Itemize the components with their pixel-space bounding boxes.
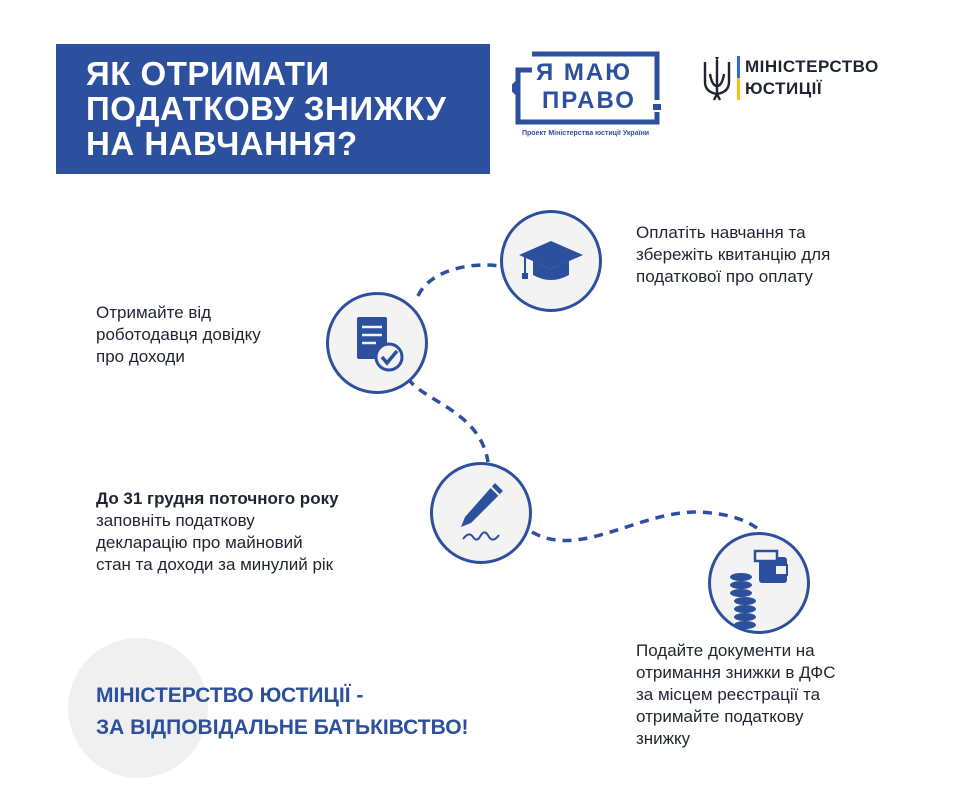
ministry-name-line-1: МІНІСТЕРСТВО	[745, 57, 879, 76]
logo-word-1: Я МАЮ	[536, 59, 632, 86]
page-title-line-3: НА НАВЧАННЯ?	[86, 125, 358, 162]
logo-word-2: ПРАВО	[542, 87, 636, 114]
slogan	[96, 680, 469, 744]
wallet-coins-icon	[711, 535, 807, 631]
slogan-line-1: МІНІСТЕРСТВО ЮСТИЦІЇ -	[96, 684, 364, 707]
slogan-line-2: ЗА ВІДПОВІДАЛЬНЕ БАТЬКІВСТВО!	[96, 716, 469, 739]
step-text-3: До 31 грудня поточного року заповніть податкову декларацію про майновий стан та доходи за минулий рік	[96, 489, 339, 574]
step-text-2: Отримайте від роботодавця довідку про доходи	[96, 303, 261, 366]
step-text-1: Оплатіть навчання та збережіть квитанцію для податкової про оплату	[636, 223, 831, 286]
document-check-icon	[329, 295, 425, 391]
step-circle-4	[708, 532, 810, 634]
step-text-4: Подайте документи на отримання знижки в ДФС за місцем реєстрації та отримайте податкову знижку	[636, 641, 836, 748]
logo-subtitle: Проект Міністерства юстиції України	[522, 130, 650, 137]
step-circle-3	[430, 462, 532, 564]
page-title-line-2: ПОДАТКОВУ ЗНИЖКУ	[86, 90, 447, 127]
step-circle-1	[500, 210, 602, 312]
step-circle-2	[326, 292, 428, 394]
graduation-cap-icon	[503, 213, 599, 309]
ministry-name-line-2: ЮСТИЦІЇ	[745, 79, 823, 98]
pen-signature-icon	[433, 465, 529, 561]
page-title-line-1: ЯК ОТРИМАТИ	[86, 55, 330, 92]
